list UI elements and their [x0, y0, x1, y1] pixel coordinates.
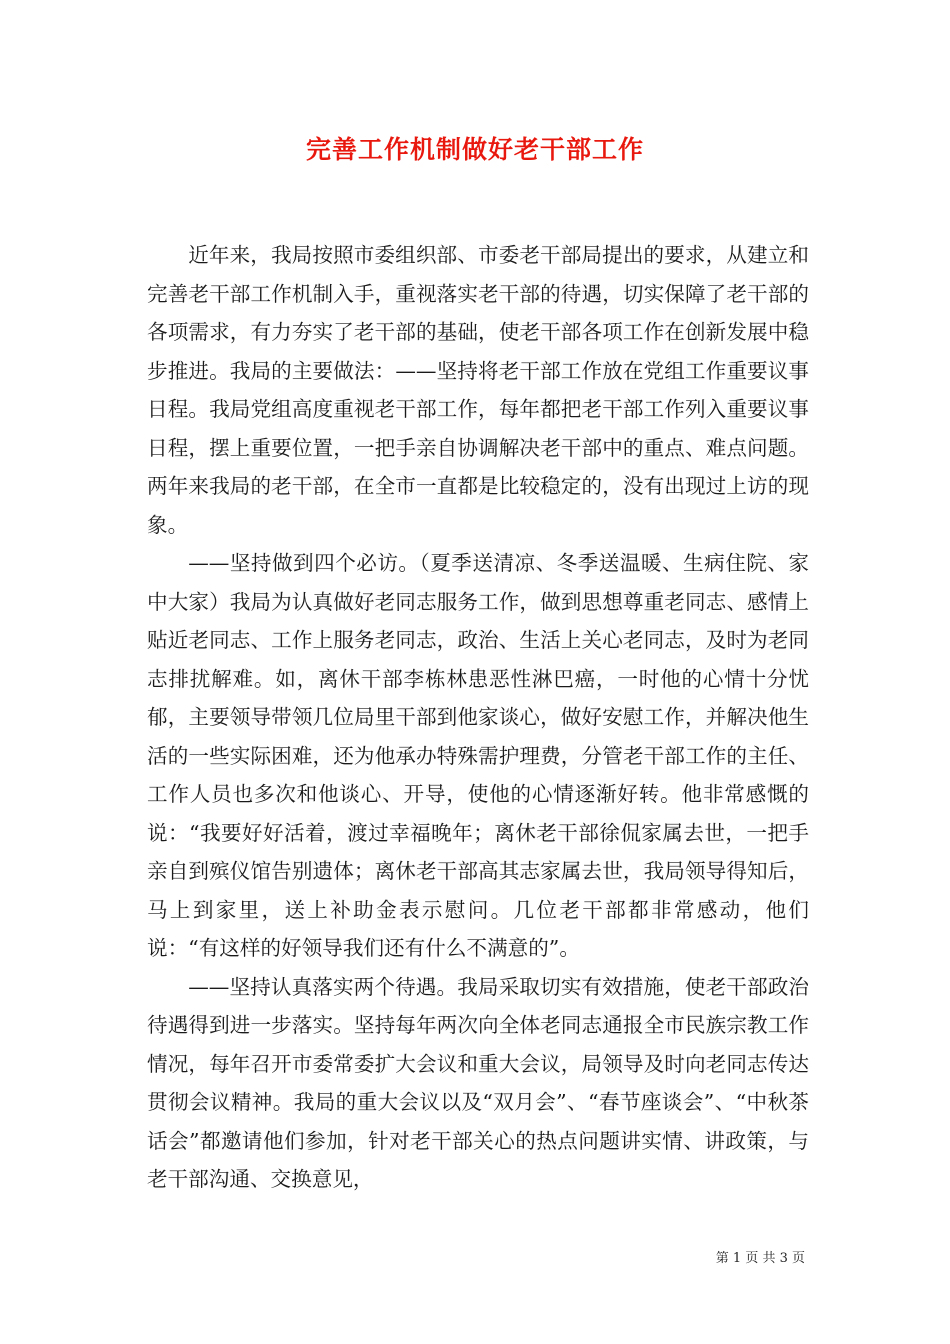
- paragraph-1: 近年来，我局按照市委组织部、市委老干部局提出的要求，从建立和完善老干部工作机制入手，重视落实老干部的待遇，切实保障了老干部的各项需求，有力夯实了老干部的基础，使老干部各项工作在创新发展中稳步推进。我局的主要做法：——坚持将老干部工作放在党组工作重要议事日程。我局党组高度重视老干部工作，每年都把老干部工作列入重要议事日程，摆上重要位置，一把手亲自协调解决老干部中的重点、难点问题。两年来我局的老干部，在全市一直都是比较稳定的，没有出现过上访的现象。: [147, 243, 809, 537]
- paragraph-3: ——坚持认真落实两个待遇。我局采取切实有效措施，使老干部政治待遇得到进一步落实。坚持每年两次向全体老同志通报全市民族宗教工作情况，每年召开市委常委扩大会议和重大会议，局领导及时向老同志传达贯彻会议精神。我局的重大会议以及“双月会”、“春节座谈会”、“中秋茶话会”都邀请他们参加，针对老干部关心的热点问题讲实情、讲政策，与老干部沟通、交换意见，: [147, 974, 809, 1191]
- page-number: 第 1 页 共 3 页: [715, 1251, 805, 1266]
- page-title: 完善工作机制做好老干部工作: [305, 135, 644, 164]
- document-body: [147, 236, 809, 1199]
- paragraph-2: ——坚持做到四个必访。（夏季送清凉、冬季送温暖、生病住院、家中大家）我局为认真做好老同志服务工作，做到思想尊重老同志、感情上贴近老同志、工作上服务老同志，政治、生活上关心老同志，及时为老同志排扰解难。如，离休干部李栋林患恶性淋巴癌，一时他的心情十分忧郁，主要领导带领几位局里干部到他家谈心，做好安慰工作，并解决他生活的一些实际困难，还为他承办特殊需护理费，分管老干部工作的主任、工作人员也多次和他谈心、开导，使他的心情逐渐好转。他非常感慨的说：“我要好好活着，渡过幸福晚年；离休老干部徐侃家属去世，一把手亲自到殡仪馆告别遗体；离休老干部高其志家属去世，我局领导得知后，马上到家里，送上补助金表示慰问。几位老干部都非常感动，他们说：“有这样的好领导我们还有什么不满意的”。: [147, 551, 809, 960]
